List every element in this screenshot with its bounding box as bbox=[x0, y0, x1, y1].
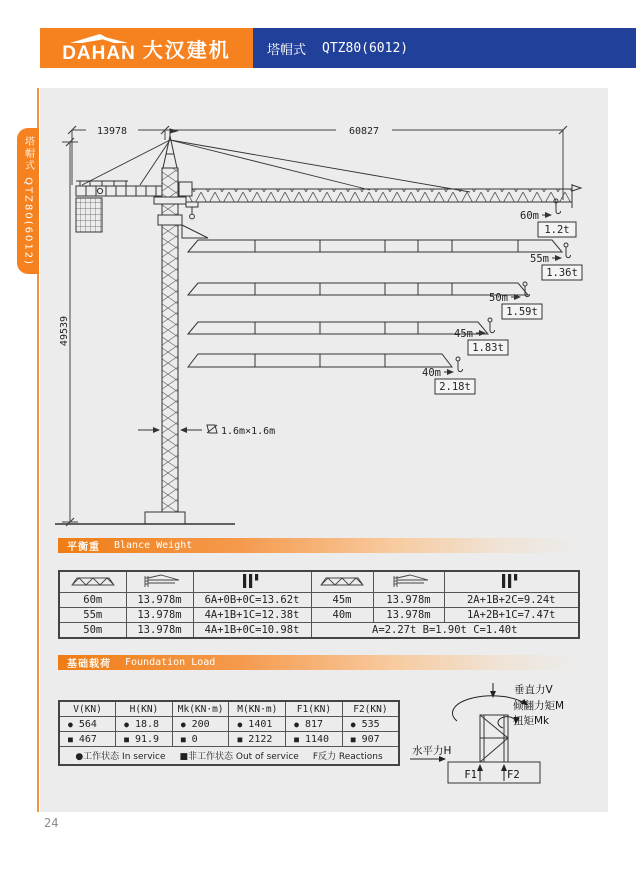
legend-row bbox=[59, 747, 399, 766]
header-title-bar bbox=[253, 28, 636, 68]
legend-in-service: ●工作状态 In service bbox=[75, 752, 166, 762]
col-header: F2(KN) bbox=[342, 701, 399, 717]
jib-icon bbox=[311, 571, 373, 593]
cell: 6A+0B+0C=13.62t bbox=[193, 593, 311, 608]
variant-55m bbox=[530, 243, 582, 280]
col-header: F1(KN) bbox=[286, 701, 343, 717]
legend-reactions: F反力 Reactions bbox=[312, 752, 383, 762]
table-row bbox=[59, 593, 579, 608]
variant-45m-capacity: 1.83t bbox=[472, 342, 504, 354]
header-row bbox=[59, 701, 399, 717]
in-service-row: ● 564 ● 18.8 ● 200 ● 1401 ● 817 ● 535 bbox=[59, 717, 399, 732]
counterweight-icon bbox=[444, 571, 579, 593]
variant-40m-length: 40m bbox=[422, 367, 441, 379]
dim-height-value: 49539 bbox=[59, 315, 70, 347]
counter-jib-icon bbox=[373, 571, 444, 593]
variant-60m-capacity: 1.2t bbox=[544, 224, 570, 236]
brand-logo bbox=[62, 34, 231, 63]
cell: 13.978m bbox=[126, 593, 193, 608]
torque-label: 扭矩Mk bbox=[513, 715, 550, 727]
foundation-load-section-bar bbox=[58, 655, 578, 670]
col-header: V(KN) bbox=[59, 701, 116, 717]
cell: 1A+2B+1C=7.47t bbox=[444, 608, 579, 623]
cell: 13.978m bbox=[126, 608, 193, 623]
horizontal-force-label: 水平力H bbox=[412, 745, 452, 757]
variant-45m bbox=[454, 318, 508, 355]
dim-counter-jib-value: 13978 bbox=[96, 126, 128, 137]
cell: 2A+1B+2C=9.24t bbox=[444, 593, 579, 608]
variant-50m-length: 50m bbox=[489, 292, 508, 304]
model-type-label: 塔帽式 bbox=[267, 42, 307, 58]
crane-drawing bbox=[40, 88, 608, 534]
foundation-load-table bbox=[58, 700, 400, 766]
cell: 55m bbox=[59, 608, 126, 623]
mast-section-label: 1.6m×1.6m bbox=[221, 426, 276, 437]
variant-45m-length: 45m bbox=[454, 328, 473, 340]
foundation-base bbox=[55, 512, 235, 524]
dim-jib-value: 60827 bbox=[348, 126, 380, 137]
variant-50m bbox=[489, 282, 542, 319]
foundation-block bbox=[448, 762, 540, 783]
col-header: Mk(KN·m) bbox=[172, 701, 229, 717]
page-number: 24 bbox=[44, 816, 59, 830]
tie-rods bbox=[82, 140, 470, 192]
cell: 50m bbox=[59, 623, 126, 639]
cell: 13.978m bbox=[373, 608, 444, 623]
jib-icon bbox=[59, 571, 126, 593]
cell: 45m bbox=[311, 593, 373, 608]
variant-50m-capacity: 1.59t bbox=[506, 306, 538, 318]
counterweight-unit-note: A=2.27t B=1.90t C=1.40t bbox=[311, 623, 579, 639]
counterweight-icon bbox=[193, 571, 311, 593]
counter-jib bbox=[76, 181, 162, 196]
balance-weight-icon-row bbox=[59, 571, 579, 593]
balance-weight-table bbox=[58, 570, 580, 639]
counter-jib-icon bbox=[126, 571, 193, 593]
variant-40m-capacity: 2.18t bbox=[439, 381, 471, 393]
cell: 13.978m bbox=[373, 593, 444, 608]
variant-60m-length: 60m bbox=[520, 210, 539, 222]
logo-roof-icon bbox=[70, 34, 128, 43]
variant-55m-length: 55m bbox=[530, 253, 549, 265]
variant-55m-capacity: 1.36t bbox=[546, 267, 578, 279]
brand-cjk-text: 大汉建机 bbox=[142, 37, 231, 62]
moment-label: 倾翻力矩M bbox=[513, 700, 565, 712]
model-number-label: QTZ80(6012) bbox=[322, 40, 409, 56]
side-tab bbox=[17, 128, 39, 274]
variant-60m bbox=[520, 199, 576, 237]
cell: 60m bbox=[59, 593, 126, 608]
foundation-load-diagram bbox=[400, 675, 608, 800]
cell: 13.978m bbox=[126, 623, 193, 639]
table-row bbox=[59, 608, 579, 623]
brand-latin-text: DAHAN bbox=[62, 42, 136, 64]
cell: 4A+1B+0C=10.98t bbox=[193, 623, 311, 639]
side-tab-label: 塔帽式 QTZ80(6012) bbox=[22, 136, 34, 266]
cell: 40m bbox=[311, 608, 373, 623]
balance-weight-title-en: Blance Weight bbox=[114, 540, 193, 551]
legend-out-of-service: ■非工作状态 Out of service bbox=[179, 752, 299, 762]
table-row bbox=[59, 623, 579, 639]
content-panel bbox=[40, 88, 608, 812]
f2-label: F2 bbox=[507, 769, 520, 781]
foundation-load-title-en: Foundation Load bbox=[125, 657, 216, 668]
vertical-force-label: 垂直力V bbox=[514, 684, 553, 696]
out-of-service-row: ■ 467 ■ 91.9 ■ 0 ■ 2122 ■ 1140 ■ 907 bbox=[59, 732, 399, 747]
balance-weight-section-bar bbox=[58, 538, 578, 553]
cell: 4A+1B+1C=12.38t bbox=[193, 608, 311, 623]
mast-segment bbox=[480, 715, 508, 762]
f1-label: F1 bbox=[464, 769, 477, 781]
header-brand-bar bbox=[40, 28, 253, 68]
foundation-load-title-cjk: 基础载荷 bbox=[67, 659, 111, 670]
col-header: M(KN·m) bbox=[229, 701, 286, 717]
counterweight-block bbox=[76, 198, 102, 232]
balance-weight-title-cjk: 平衡重 bbox=[67, 542, 100, 553]
col-header: H(KN) bbox=[116, 701, 173, 717]
